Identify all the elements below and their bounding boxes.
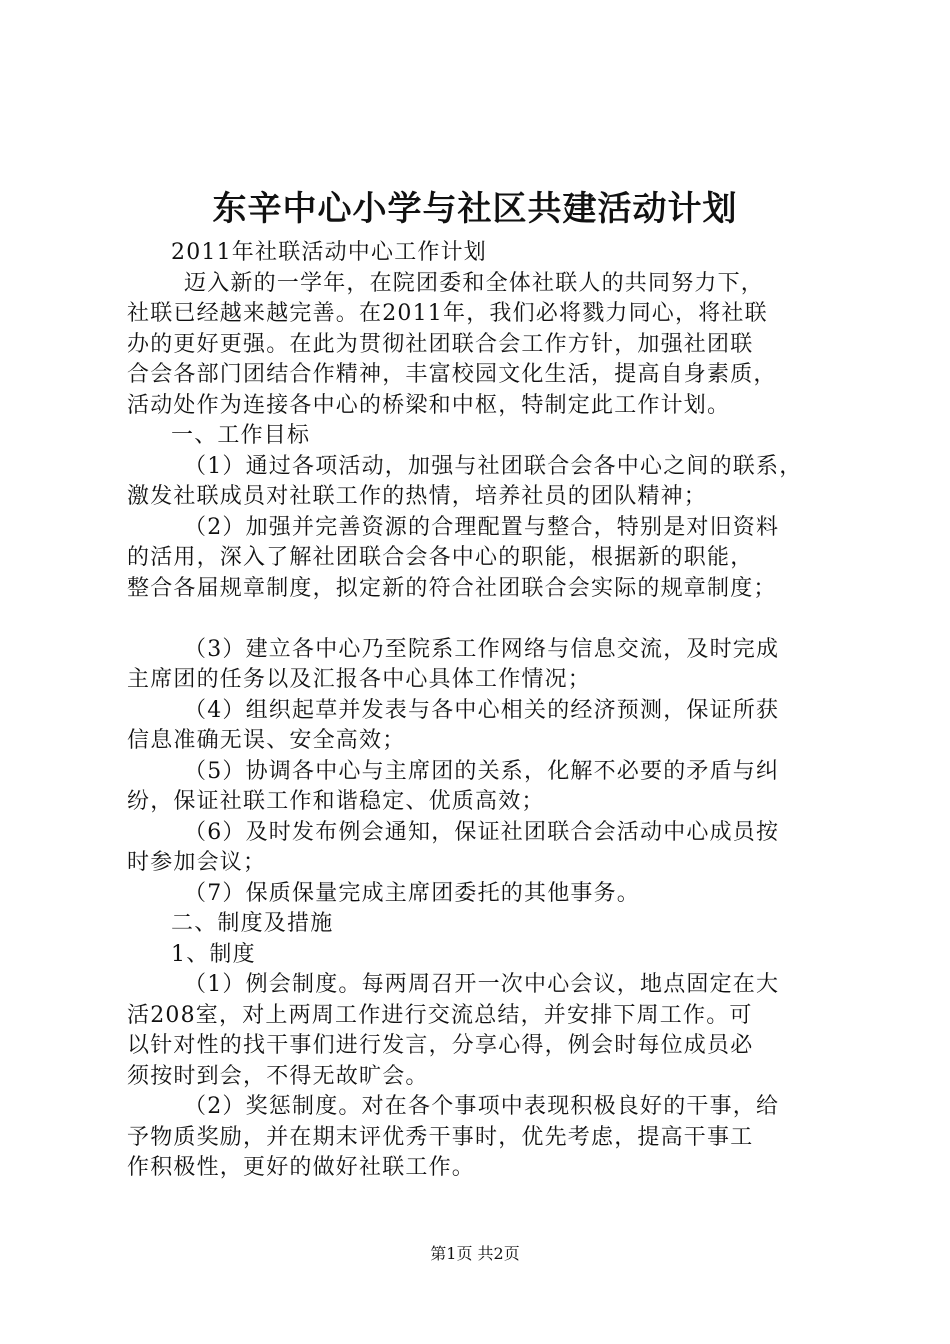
paragraph-line: 时参加会议；	[127, 850, 267, 875]
paragraph-line: 信息准确无误、安全高效；	[127, 728, 406, 753]
paragraph-line: 2011年社联活动中心工作计划	[171, 240, 487, 265]
paragraph-line: 整合各届规章制度，拟定新的符合社团联合会实际的规章制度；	[127, 575, 777, 601]
paragraph-line: 纷，保证社联工作和谐稳定、优质高效；	[127, 789, 545, 814]
subsection-heading: 1、制度	[171, 941, 256, 967]
paragraph-line: （7）保质保量完成主席团委托的其他事务。	[184, 880, 640, 906]
paragraph-line: 以针对性的找干事们进行发言，分享心得，例会时每位成员必	[127, 1033, 754, 1058]
paragraph-line: 须按时到会，不得无故旷会。	[127, 1063, 429, 1089]
paragraph-line: （6）及时发布例会通知，保证社团联合会活动中心成员按	[184, 819, 780, 845]
page-title: 东辛中心小学与社区共建活动计划	[212, 189, 738, 229]
paragraph-line: 激发社联成员对社联工作的热情，培养社员的团队精神；	[127, 484, 708, 509]
page-footer: 第1页 共2页	[430, 1244, 520, 1263]
section-heading: 二、制度及措施	[171, 911, 334, 936]
paragraph-line: 活208室，对上两周工作进行交流总结，并安排下周工作。可	[127, 1002, 753, 1028]
paragraph-line: （4）组织起草并发表与各中心相关的经济预测，保证所获	[184, 697, 780, 723]
paragraph-line: 社联已经越来越完善。在2011年，我们必将戮力同心，将社联	[127, 301, 768, 326]
paragraph-line: （1）通过各项活动，加强与社团联合会各中心之间的联系，	[184, 453, 803, 479]
paragraph-line: 合会各部门团结合作精神，丰富校园文化生活，提高自身素质，	[127, 362, 777, 387]
paragraph-line: 活动处作为连接各中心的桥梁和中枢，特制定此工作计划。	[127, 392, 731, 418]
paragraph-line: 予物质奖励，并在期末评优秀干事时，优先考虑，提高干事工	[127, 1124, 754, 1150]
paragraph-line: 的活用，深入了解社团联合会各中心的职能，根据新的职能，	[127, 545, 754, 570]
blank-line	[127, 604, 842, 635]
document-body	[127, 238, 842, 1184]
paragraph-line: （1）例会制度。每两周召开一次中心会议，地点固定在大	[184, 972, 780, 997]
paragraph-line: （2）奖惩制度。对在各个事项中表现积极良好的干事，给	[184, 1094, 780, 1119]
paragraph-line: （3）建立各中心乃至院系工作网络与信息交流，及时完成	[184, 636, 780, 662]
paragraph-line: 办的更好更强。在此为贯彻社团联合会工作方针，加强社团联	[127, 331, 754, 357]
paragraph-line: 作积极性，更好的做好社联工作。	[127, 1155, 476, 1180]
paragraph-line: 迈入新的一学年，在院团委和全体社联人的共同努力下，	[184, 270, 765, 296]
section-heading: 一、工作目标	[171, 423, 311, 448]
paragraph-line: 主席团的任务以及汇报各中心具体工作情况；	[127, 667, 592, 692]
paragraph-line: （5）协调各中心与主席团的关系，化解不必要的矛盾与纠	[184, 758, 780, 784]
paragraph-line: （2）加强并完善资源的合理配置与整合，特别是对旧资料	[184, 514, 780, 540]
